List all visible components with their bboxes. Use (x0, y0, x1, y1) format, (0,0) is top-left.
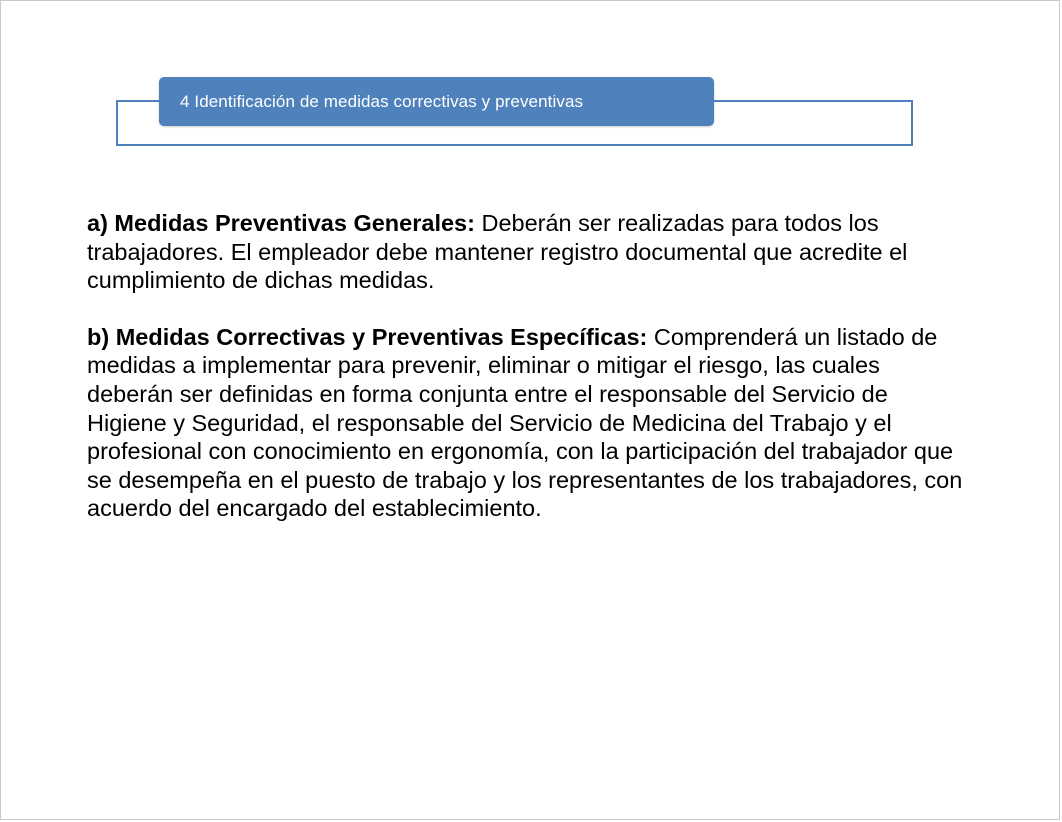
paragraph-heading: b) Medidas Correctivas y Preventivas Específicas: (87, 323, 648, 350)
header-frame-line-right (713, 100, 913, 102)
paragraph-text: Comprenderá un listado de medidas a implementar para prevenir, eliminar o mitigar el riesgo, las cuales deberán ser definidas en forma conjunta entre el responsable del Servicio de Higiene y Seguridad, el responsable del Servicio de Medicina del Trabajo y el profesional con conocimiento en ergonomía, con la participación del trabajador que se desempeña en el puesto de trabajo y los representantes de los trabajadores, con acuerdo del encargado del establecimiento. (87, 323, 963, 522)
paragraph-heading: a) Medidas Preventivas Generales: (87, 210, 475, 236)
header-frame-line-left (116, 100, 160, 102)
slide-body (87, 209, 967, 523)
paragraph-specific-measures (87, 323, 967, 523)
section-title-box (159, 77, 714, 126)
paragraph-general-measures (87, 209, 967, 295)
section-title: 4 Identificación de medidas correctivas y preventivas (180, 91, 584, 111)
paragraph-text: Deberán ser realizadas para todos los trabajadores. El empleador debe mantener registro documental que acredite el cumplimiento de dichas medidas. (87, 210, 908, 294)
